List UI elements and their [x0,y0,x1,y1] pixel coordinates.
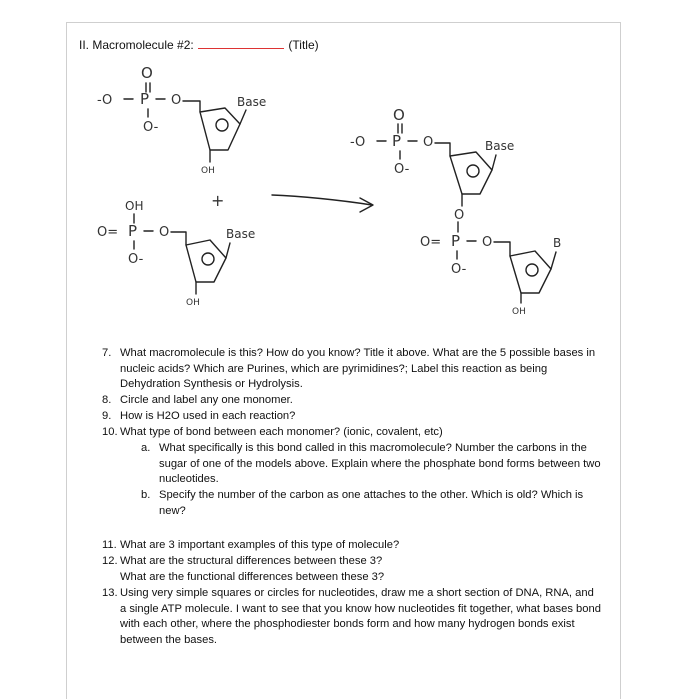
phosphorus: P [140,90,150,108]
ester-oxygen-2: O [159,225,170,240]
hydroxyl-r2: OH [512,307,526,317]
neg-o-r1: O- [394,162,410,177]
phosphorus-r1: P [392,132,402,150]
ester-oxygen: O [171,93,182,108]
neg-oxygen-bottom: O- [143,120,159,135]
red-hydroxyl: OH [125,199,144,213]
base-label-2: Base [226,227,256,241]
plus-sign: + [211,191,225,210]
ester-o-r2: O [482,235,493,250]
question-10: 10. What type of bond between each monomer? (ionic, covalent, etc) [102,426,443,438]
phosphorus-2: P [128,222,138,240]
neg-oxygen-2: O- [128,252,144,267]
base-label-1: Base [237,95,267,109]
nucleotide-bottom-left [97,199,255,308]
title-prefix: II. Macromolecule #2: [79,38,194,52]
hydroxyl-1: OH [201,166,215,176]
product-bottom-nucleotide [420,208,561,317]
nucleotide-reaction-diagram [0,0,681,340]
question-12b: What are the functional differences between these 3? [120,571,385,583]
question-12: 12. What are the structural differences between these 3? [102,555,383,567]
phosphorus-r2: P [451,232,461,250]
reaction-arrow [272,195,372,205]
nucleotide-top-left [97,64,266,176]
question-11: 11. What are 3 important examples of this type of molecule? [102,539,400,551]
product-top-nucleotide [350,106,514,206]
double-bond-o-r: O= [420,235,442,250]
question-7: 7. What macromolecule is this? How do you know? Title it above. What are the 5 possible bases in nucleic acids? Which are Purines, which are pyrimidines?; Label this reaction as being Dehydration Synthesis or Hydrolysis. [102,347,596,391]
ester-o-r1: O [423,135,434,150]
question-9: 9. How is H2O used in each reaction? [102,410,296,422]
question-13: 13. Using very simple squares or circles for nucleotides, draw me a short section of DNA, RNA, and a single ATP molecule. I want to see that you know how nucleotides fit together, what bases bond with each other, where the phosphodiester bonds form and how many hydrogen bonds exist between the bases. [102,587,601,646]
red-linking-oxygen: O [454,208,465,223]
neg-oxygen-left: -O [97,93,113,108]
neg-o-r2: O- [451,262,467,277]
hydroxyl-2: OH [186,298,200,308]
p-o-top-r: O [393,106,405,124]
double-bond-oxygen: O= [97,225,119,240]
question-10b: b. Specify the number of the carbon as one attaches to the other. Which is old? Which is new? [141,489,584,517]
question-8: 8. Circle and label any one monomer. [102,394,293,406]
question-10a: a. What specifically is this bond called in this macromolecule? Number the carbons in the sugar of one of the models above. Explain where the phosphate bond forms between two nucleotides. [141,442,601,486]
title-suffix: (Title) [288,38,319,52]
phosphate-o-top: O [141,64,153,82]
base-label-r1: Base [485,139,515,153]
neg-o-left-r: -O [350,135,366,150]
base-label-r2: B [553,236,562,250]
